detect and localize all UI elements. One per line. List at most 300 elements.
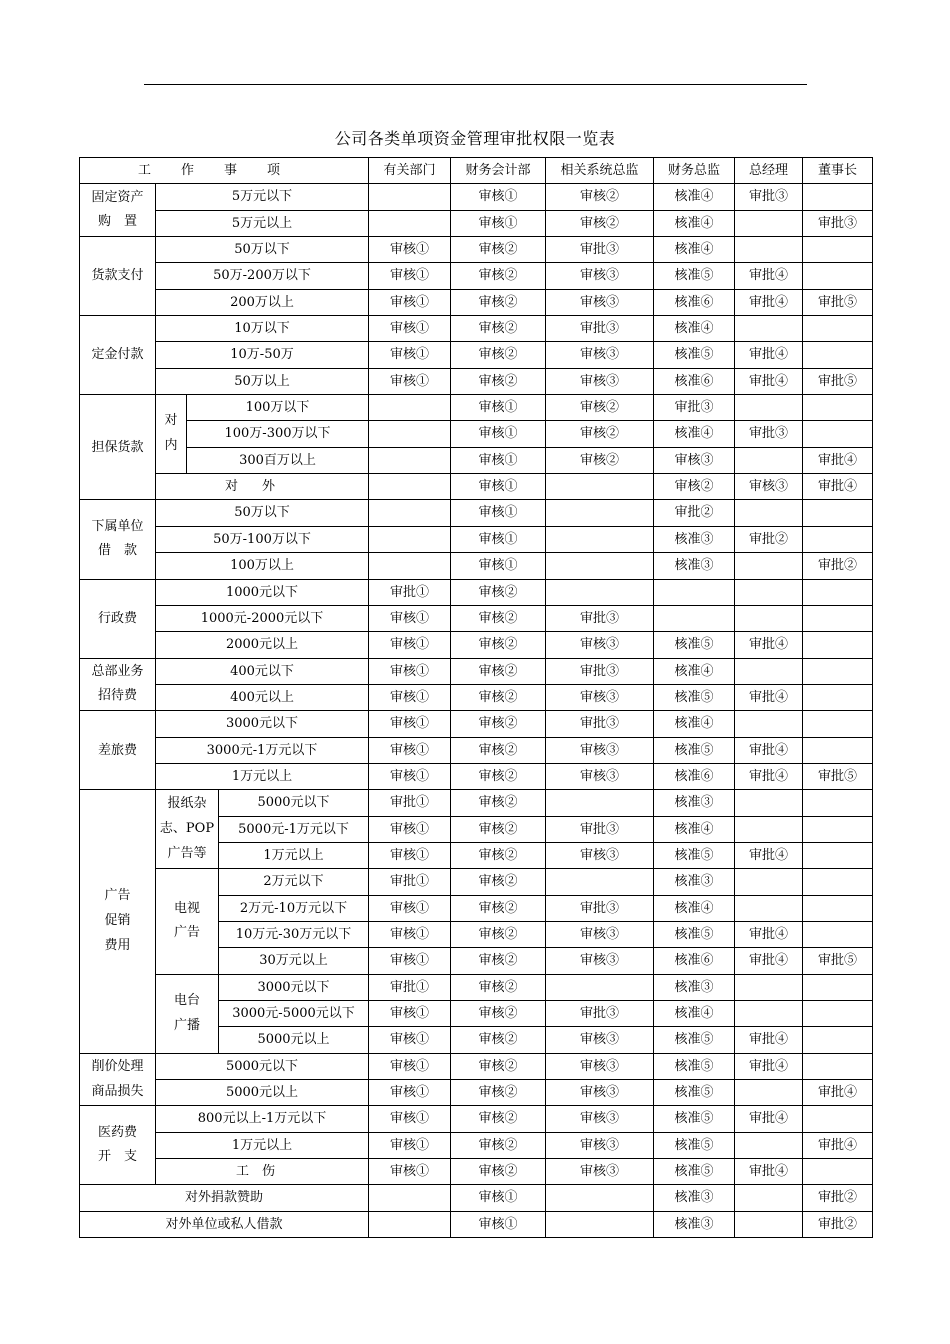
general-manager-cell: 审批④ xyxy=(735,368,803,394)
related-dept-cell: 审核① xyxy=(369,816,451,842)
header-rule xyxy=(144,84,807,85)
table-row xyxy=(80,737,873,763)
system-director-cell xyxy=(546,1211,654,1237)
chairman-cell xyxy=(803,737,873,763)
finance-accounting-cell: 审核② xyxy=(451,763,546,789)
chairman-cell xyxy=(803,500,873,526)
section-loan-payment: 货款支付 xyxy=(80,237,156,316)
chairman-cell xyxy=(803,579,873,605)
item-cell: 3000元-5000元以下 xyxy=(219,1001,369,1027)
item-cell: 3000元以下 xyxy=(156,711,369,737)
table-row xyxy=(80,763,873,789)
related-dept-cell: 审核① xyxy=(369,1080,451,1106)
finance-accounting-cell: 审核② xyxy=(451,1080,546,1106)
system-director-cell: 审核③ xyxy=(546,921,654,947)
finance-accounting-cell: 审核① xyxy=(451,447,546,473)
chairman-cell xyxy=(803,790,873,816)
related-dept-cell: 审核① xyxy=(369,658,451,684)
item-cell: 5000元以下 xyxy=(219,790,369,816)
chairman-cell: 审批④ xyxy=(803,1132,873,1158)
chairman-cell: 审批⑤ xyxy=(803,289,873,315)
section-admin-fee: 行政费 xyxy=(80,579,156,658)
related-dept-cell: 审核① xyxy=(369,842,451,868)
system-director-cell: 审批③ xyxy=(546,711,654,737)
chairman-cell xyxy=(803,1159,873,1185)
finance-accounting-cell: 审核① xyxy=(451,474,546,500)
item-cell: 1000元以下 xyxy=(156,579,369,605)
item-cell: 100万-300万以下 xyxy=(187,421,369,447)
section-hq-entertainment: 总部业务 招待费 xyxy=(80,658,156,711)
item-cell: 2万元以下 xyxy=(219,869,369,895)
cfo-cell: 核准④ xyxy=(654,658,735,684)
table-row xyxy=(80,184,873,210)
item-cell: 5000元以下 xyxy=(156,1053,369,1079)
cfo-cell: 核准⑤ xyxy=(654,1080,735,1106)
finance-accounting-cell: 审核② xyxy=(451,368,546,394)
general-manager-cell xyxy=(735,869,803,895)
cfo-cell: 核准⑤ xyxy=(654,1132,735,1158)
system-director-cell: 审核③ xyxy=(546,632,654,658)
finance-accounting-cell: 审核② xyxy=(451,869,546,895)
system-director-cell: 审核③ xyxy=(546,1027,654,1053)
finance-accounting-cell: 审核② xyxy=(451,316,546,342)
system-director-cell: 审核② xyxy=(546,184,654,210)
system-director-cell: 审核② xyxy=(546,210,654,236)
chairman-cell: 审批⑤ xyxy=(803,948,873,974)
cfo-cell xyxy=(654,605,735,631)
cfo-cell: 核准⑤ xyxy=(654,737,735,763)
general-manager-cell: 审批④ xyxy=(735,342,803,368)
cfo-cell: 核准③ xyxy=(654,526,735,552)
cfo-cell: 审批③ xyxy=(654,395,735,421)
general-manager-cell xyxy=(735,553,803,579)
cfo-cell: 核准⑤ xyxy=(654,1053,735,1079)
finance-accounting-cell: 审核① xyxy=(451,500,546,526)
finance-accounting-cell: 审核② xyxy=(451,605,546,631)
chairman-cell: 审批② xyxy=(803,1185,873,1211)
related-dept-cell: 审批① xyxy=(369,974,451,1000)
item-cell: 100万以下 xyxy=(187,395,369,421)
general-manager-cell: 审批③ xyxy=(735,421,803,447)
finance-accounting-cell: 审核② xyxy=(451,1053,546,1079)
general-manager-cell: 审核③ xyxy=(735,474,803,500)
chairman-cell: 审批⑤ xyxy=(803,763,873,789)
chairman-cell xyxy=(803,316,873,342)
cfo-cell: 核准④ xyxy=(654,1001,735,1027)
system-director-cell xyxy=(546,474,654,500)
finance-accounting-cell: 审核② xyxy=(451,658,546,684)
related-dept-cell: 审核① xyxy=(369,342,451,368)
related-dept-cell: 审核① xyxy=(369,1001,451,1027)
general-manager-cell: 审批④ xyxy=(735,1159,803,1185)
general-manager-cell: 审批④ xyxy=(735,263,803,289)
general-manager-cell xyxy=(735,500,803,526)
related-dept-cell: 审核① xyxy=(369,632,451,658)
header-finance-accounting: 财务会计部 xyxy=(451,158,546,184)
general-manager-cell xyxy=(735,895,803,921)
cfo-cell: 核准⑤ xyxy=(654,842,735,868)
finance-accounting-cell: 审核① xyxy=(451,1211,546,1237)
general-manager-cell xyxy=(735,1080,803,1106)
system-director-cell: 审核③ xyxy=(546,289,654,315)
subsection-radio-ads: 电台 广播 xyxy=(156,974,219,1053)
section-ad-promo: 广告 促销 费用 xyxy=(80,790,156,1053)
system-director-cell: 审核③ xyxy=(546,342,654,368)
general-manager-cell xyxy=(735,711,803,737)
document-title: 公司各类单项资金管理审批权限一览表 xyxy=(334,129,616,148)
general-manager-cell xyxy=(735,1211,803,1237)
table-row xyxy=(80,553,873,579)
table-row xyxy=(80,263,873,289)
finance-accounting-cell: 审核② xyxy=(451,816,546,842)
approval-authority-table xyxy=(79,157,873,1238)
chairman-cell xyxy=(803,1027,873,1053)
subsection-tv-ads: 电视 广告 xyxy=(156,869,219,974)
cfo-cell xyxy=(654,579,735,605)
table-row xyxy=(80,289,873,315)
finance-accounting-cell: 审核① xyxy=(451,210,546,236)
chairman-cell: 审批⑤ xyxy=(803,368,873,394)
cfo-cell: 核准⑥ xyxy=(654,948,735,974)
table-row xyxy=(80,1053,873,1079)
item-cell: 2000元以上 xyxy=(156,632,369,658)
system-director-cell: 审核② xyxy=(546,447,654,473)
item-cell: 1万元以上 xyxy=(219,842,369,868)
chairman-cell xyxy=(803,658,873,684)
general-manager-cell xyxy=(735,316,803,342)
related-dept-cell xyxy=(369,395,451,421)
chairman-cell xyxy=(803,632,873,658)
header-system-director: 相关系统总监 xyxy=(546,158,654,184)
system-director-cell: 审批③ xyxy=(546,1001,654,1027)
finance-accounting-cell: 审核② xyxy=(451,737,546,763)
system-director-cell: 审核② xyxy=(546,421,654,447)
related-dept-cell: 审核① xyxy=(369,921,451,947)
table-row xyxy=(80,342,873,368)
general-manager-cell xyxy=(735,605,803,631)
related-dept-cell xyxy=(369,421,451,447)
finance-accounting-cell: 审核② xyxy=(451,237,546,263)
general-manager-cell: 审批④ xyxy=(735,921,803,947)
cfo-cell: 核准③ xyxy=(654,1211,735,1237)
table-row xyxy=(80,210,873,236)
system-director-cell xyxy=(546,579,654,605)
finance-accounting-cell: 审核② xyxy=(451,632,546,658)
cfo-cell: 核准⑤ xyxy=(654,1159,735,1185)
table-row xyxy=(80,658,873,684)
chairman-cell xyxy=(803,526,873,552)
general-manager-cell: 审批④ xyxy=(735,632,803,658)
item-cell: 5000元以上 xyxy=(156,1080,369,1106)
item-cell: 10万元-30万元以下 xyxy=(219,921,369,947)
section-deposit: 定金付款 xyxy=(80,316,156,395)
chairman-cell xyxy=(803,237,873,263)
item-cell: 200万以上 xyxy=(156,289,369,315)
item-injury: 工伤 xyxy=(156,1159,369,1185)
related-dept-cell xyxy=(369,553,451,579)
general-manager-cell: 审批② xyxy=(735,526,803,552)
system-director-cell: 审核③ xyxy=(546,1053,654,1079)
general-manager-cell xyxy=(735,974,803,1000)
related-dept-cell xyxy=(369,210,451,236)
general-manager-cell xyxy=(735,210,803,236)
section-donation: 对外捐款赞助 xyxy=(80,1185,369,1211)
system-director-cell: 审核③ xyxy=(546,263,654,289)
header-row xyxy=(80,158,873,184)
cfo-cell: 审批② xyxy=(654,500,735,526)
finance-accounting-cell: 审核② xyxy=(451,684,546,710)
system-director-cell: 审核③ xyxy=(546,1106,654,1132)
section-travel: 差旅费 xyxy=(80,711,156,790)
section-external-loan: 对外单位或私人借款 xyxy=(80,1211,369,1237)
system-director-cell: 审核③ xyxy=(546,1132,654,1158)
chairman-cell xyxy=(803,869,873,895)
system-director-cell xyxy=(546,500,654,526)
chairman-cell xyxy=(803,395,873,421)
cfo-cell: 核准④ xyxy=(654,237,735,263)
related-dept-cell xyxy=(369,447,451,473)
system-director-cell: 审核③ xyxy=(546,1159,654,1185)
system-director-cell: 审核③ xyxy=(546,684,654,710)
item-cell: 400元以下 xyxy=(156,658,369,684)
chairman-cell xyxy=(803,816,873,842)
cfo-cell: 审核② xyxy=(654,474,735,500)
chairman-cell: 审批③ xyxy=(803,210,873,236)
general-manager-cell xyxy=(735,1132,803,1158)
cfo-cell: 核准⑥ xyxy=(654,763,735,789)
table-row xyxy=(80,579,873,605)
section-subsidiary-loan: 下属单位 借 款 xyxy=(80,500,156,579)
cfo-cell: 核准⑤ xyxy=(654,1027,735,1053)
cfo-cell: 核准③ xyxy=(654,1185,735,1211)
system-director-cell xyxy=(546,790,654,816)
table-row xyxy=(80,869,873,895)
related-dept-cell: 审核① xyxy=(369,605,451,631)
chairman-cell xyxy=(803,895,873,921)
related-dept-cell xyxy=(369,500,451,526)
cfo-cell: 核准④ xyxy=(654,895,735,921)
finance-accounting-cell: 审核② xyxy=(451,842,546,868)
item-external: 对外 xyxy=(156,474,369,500)
header-chairman: 董事长 xyxy=(803,158,873,184)
system-director-cell xyxy=(546,526,654,552)
chairman-cell xyxy=(803,605,873,631)
chairman-cell xyxy=(803,711,873,737)
chairman-cell xyxy=(803,184,873,210)
finance-accounting-cell: 审核② xyxy=(451,1001,546,1027)
general-manager-cell: 审批④ xyxy=(735,1106,803,1132)
related-dept-cell: 审核① xyxy=(369,1106,451,1132)
table-row xyxy=(80,500,873,526)
section-markdown-loss: 削价处理 商品损失 xyxy=(80,1053,156,1106)
related-dept-cell xyxy=(369,184,451,210)
general-manager-cell xyxy=(735,579,803,605)
cfo-cell: 核准④ xyxy=(654,316,735,342)
general-manager-cell: 审批④ xyxy=(735,763,803,789)
item-cell: 10万-50万 xyxy=(156,342,369,368)
general-manager-cell: 审批④ xyxy=(735,684,803,710)
item-cell: 5万元以上 xyxy=(156,210,369,236)
table-row xyxy=(80,237,873,263)
finance-accounting-cell: 审核② xyxy=(451,289,546,315)
system-director-cell xyxy=(546,1185,654,1211)
item-cell: 50万以下 xyxy=(156,237,369,263)
item-cell: 3000元以下 xyxy=(219,974,369,1000)
item-cell: 100万以上 xyxy=(156,553,369,579)
table-row xyxy=(80,395,873,421)
table-row xyxy=(80,1080,873,1106)
general-manager-cell: 审批④ xyxy=(735,948,803,974)
finance-accounting-cell: 审核② xyxy=(451,1027,546,1053)
chairman-cell xyxy=(803,1001,873,1027)
table-row xyxy=(80,447,873,473)
related-dept-cell: 审核① xyxy=(369,1027,451,1053)
table-row xyxy=(80,1159,873,1185)
related-dept-cell: 审核① xyxy=(369,684,451,710)
system-director-cell xyxy=(546,553,654,579)
finance-accounting-cell: 审核① xyxy=(451,1185,546,1211)
table-row xyxy=(80,368,873,394)
system-director-cell xyxy=(546,869,654,895)
chairman-cell xyxy=(803,1106,873,1132)
chairman-cell: 审批② xyxy=(803,1211,873,1237)
chairman-cell xyxy=(803,974,873,1000)
finance-accounting-cell: 审核② xyxy=(451,263,546,289)
cfo-cell: 核准⑤ xyxy=(654,921,735,947)
related-dept-cell: 审核① xyxy=(369,1053,451,1079)
item-cell: 400元以上 xyxy=(156,684,369,710)
table-row xyxy=(80,974,873,1000)
related-dept-cell: 审批① xyxy=(369,579,451,605)
table-row xyxy=(80,1106,873,1132)
general-manager-cell xyxy=(735,1001,803,1027)
subsection-internal: 对 内 xyxy=(156,395,187,474)
chairman-cell xyxy=(803,842,873,868)
item-cell: 300百万以上 xyxy=(187,447,369,473)
item-cell: 10万以下 xyxy=(156,316,369,342)
cfo-cell: 核准③ xyxy=(654,553,735,579)
chairman-cell xyxy=(803,342,873,368)
related-dept-cell: 审核① xyxy=(369,763,451,789)
system-director-cell: 审核③ xyxy=(546,763,654,789)
system-director-cell: 审核③ xyxy=(546,842,654,868)
finance-accounting-cell: 审核② xyxy=(451,948,546,974)
chairman-cell xyxy=(803,421,873,447)
cfo-cell: 核准⑤ xyxy=(654,1106,735,1132)
section-medical: 医药费 开 支 xyxy=(80,1106,156,1185)
table-row xyxy=(80,605,873,631)
chairman-cell: 审批④ xyxy=(803,1080,873,1106)
finance-accounting-cell: 审核② xyxy=(451,1159,546,1185)
related-dept-cell xyxy=(369,1185,451,1211)
chairman-cell xyxy=(803,263,873,289)
cfo-cell: 核准⑤ xyxy=(654,263,735,289)
related-dept-cell: 审核① xyxy=(369,316,451,342)
general-manager-cell: 审批④ xyxy=(735,1053,803,1079)
finance-accounting-cell: 审核② xyxy=(451,1132,546,1158)
finance-accounting-cell: 审核② xyxy=(451,1106,546,1132)
general-manager-cell: 审批④ xyxy=(735,289,803,315)
section-fixed-assets: 固定资产 购 置 xyxy=(80,184,156,237)
cfo-cell: 核准⑥ xyxy=(654,289,735,315)
general-manager-cell: 审批④ xyxy=(735,1027,803,1053)
cfo-cell: 核准③ xyxy=(654,790,735,816)
related-dept-cell: 审核① xyxy=(369,711,451,737)
chairman-cell xyxy=(803,1053,873,1079)
item-cell: 1000元-2000元以下 xyxy=(156,605,369,631)
system-director-cell: 审批③ xyxy=(546,658,654,684)
general-manager-cell xyxy=(735,816,803,842)
header-related-dept: 有关部门 xyxy=(369,158,451,184)
cfo-cell: 核准③ xyxy=(654,869,735,895)
related-dept-cell xyxy=(369,526,451,552)
table-row xyxy=(80,684,873,710)
table-row xyxy=(80,790,873,816)
cfo-cell: 核准③ xyxy=(654,974,735,1000)
header-cfo: 财务总监 xyxy=(654,158,735,184)
table-row xyxy=(80,1132,873,1158)
cfo-cell: 核准④ xyxy=(654,711,735,737)
system-director-cell: 审批③ xyxy=(546,605,654,631)
finance-accounting-cell: 审核② xyxy=(451,895,546,921)
finance-accounting-cell: 审核① xyxy=(451,553,546,579)
system-director-cell: 审核③ xyxy=(546,1080,654,1106)
item-cell: 5000元-1万元以下 xyxy=(219,816,369,842)
general-manager-cell: 审批④ xyxy=(735,737,803,763)
cfo-cell: 核准⑤ xyxy=(654,342,735,368)
cfo-cell: 核准④ xyxy=(654,421,735,447)
related-dept-cell: 审核① xyxy=(369,895,451,921)
item-cell: 2万元-10万元以下 xyxy=(219,895,369,921)
cfo-cell: 核准④ xyxy=(654,816,735,842)
related-dept-cell: 审核① xyxy=(369,289,451,315)
related-dept-cell xyxy=(369,1211,451,1237)
finance-accounting-cell: 审核① xyxy=(451,526,546,552)
item-cell: 50万以上 xyxy=(156,368,369,394)
related-dept-cell: 审核① xyxy=(369,237,451,263)
subsection-print-ads: 报纸杂 志、POP 广告等 xyxy=(156,790,219,869)
table-row xyxy=(80,526,873,552)
cfo-cell: 核准⑥ xyxy=(654,368,735,394)
system-director-cell: 审核③ xyxy=(546,737,654,763)
general-manager-cell xyxy=(735,395,803,421)
header-work-item: 工作事项 xyxy=(80,158,369,184)
item-cell: 30万元以上 xyxy=(219,948,369,974)
table-row xyxy=(80,1211,873,1237)
cfo-cell: 核准⑤ xyxy=(654,632,735,658)
system-director-cell xyxy=(546,974,654,1000)
finance-accounting-cell: 审核② xyxy=(451,342,546,368)
general-manager-cell xyxy=(735,658,803,684)
system-director-cell: 审核③ xyxy=(546,368,654,394)
item-cell: 5万元以下 xyxy=(156,184,369,210)
related-dept-cell: 审核① xyxy=(369,368,451,394)
item-cell: 1万元以上 xyxy=(156,1132,369,1158)
item-cell: 5000元以上 xyxy=(219,1027,369,1053)
item-cell: 50万以下 xyxy=(156,500,369,526)
general-manager-cell xyxy=(735,790,803,816)
related-dept-cell: 审核① xyxy=(369,948,451,974)
general-manager-cell xyxy=(735,1185,803,1211)
system-director-cell: 审批③ xyxy=(546,316,654,342)
related-dept-cell: 审核① xyxy=(369,263,451,289)
item-cell: 50万-200万以下 xyxy=(156,263,369,289)
related-dept-cell: 审批① xyxy=(369,790,451,816)
finance-accounting-cell: 审核① xyxy=(451,421,546,447)
cfo-cell: 核准④ xyxy=(654,210,735,236)
finance-accounting-cell: 审核② xyxy=(451,974,546,1000)
cfo-cell: 核准④ xyxy=(654,184,735,210)
